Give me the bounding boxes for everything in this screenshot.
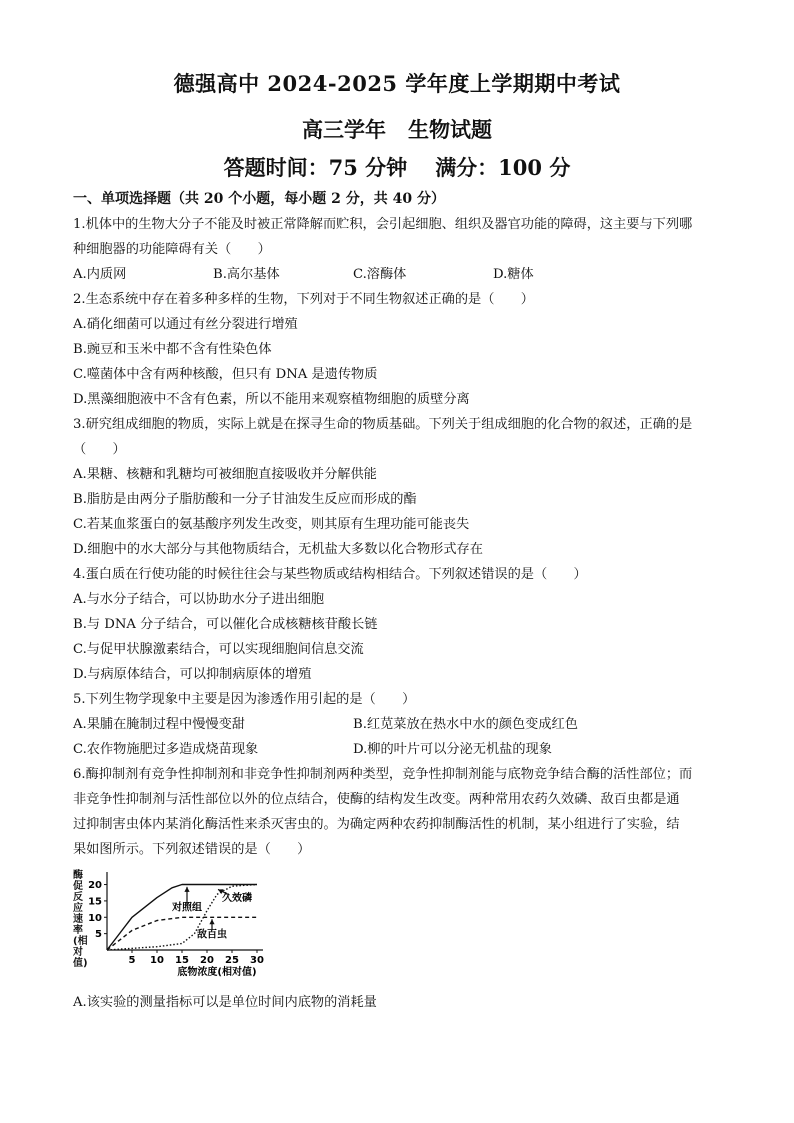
y-tick-label: 10: [88, 912, 102, 924]
y-tick-label: 15: [88, 896, 102, 908]
exam-title: 德强高中 2024-2025 学年度上学期期中考试: [173, 71, 621, 96]
q1-option-a: A.内质网: [73, 267, 127, 282]
exam-subtitle: [0, 114, 794, 144]
annotation-arrow-head: [184, 887, 189, 892]
score-label: 满分：100 分: [435, 155, 571, 180]
q6-stem-line4: 果如图所示。下列叙述错误的是（ ）: [73, 842, 311, 857]
q3-stem-line2: （ ）: [73, 442, 126, 457]
q1-stem-line2: 种细胞器的功能障碍有关（ ）: [73, 242, 271, 257]
q5-option-d: D.柳的叶片可以分泌无机盐的现象: [353, 742, 552, 757]
q4-option-a: A.与水分子结合，可以协助水分子进出细胞: [73, 592, 325, 607]
q6-stem-line1: 6.酶抑制剂有竞争性抑制剂和非竞争性抑制剂两种类型，竞争性抑制剂能与底物竞争结合酶的活性部位；而: [73, 767, 693, 782]
q1-options: [73, 262, 723, 287]
q4-stem: 4.蛋白质在行使功能的时候往往会与某些物质或结构相结合。下列叙述错误的是（ ）: [73, 567, 587, 582]
q5-options-row1: [73, 712, 723, 737]
q6-stem-line3: 过抑制害虫体内某消化酶活性来杀灭害虫的。为确定两种农药抑制酶活性的机制，某小组进行了实验，结: [73, 817, 680, 832]
time-label: 答题时间：75 分钟: [223, 155, 408, 180]
exam-info: [0, 152, 794, 182]
q4-option-c: C.与促甲状腺激素结合，可以实现细胞间信息交流: [73, 642, 364, 657]
x-tick-label: 15: [175, 955, 189, 966]
subject-label: 生物试题: [408, 117, 492, 142]
series-annotation-label: 对照组: [172, 902, 202, 914]
question-list: [73, 187, 723, 1015]
q1-option-c: C.溶酶体: [353, 267, 407, 282]
q3-stem-line1: 3.研究组成细胞的物质，实际上就是在探寻生命的物质基础。下列关于组成细胞的化合物的叙述，正确的是: [73, 417, 693, 432]
q3-option-a: A.果糖、核糖和乳糖均可被细胞直接吸收并分解供能: [73, 467, 377, 482]
q1-stem-line1: 1.机体中的生物大分子不能及时被正常降解而贮积，会引起细胞、组织及器官功能的障碍，这主要与下列哪: [73, 217, 693, 232]
q3-option-b: B.脂肪是由两分子脂肪酸和一分子甘油发生反应而形成的酯: [73, 492, 417, 507]
q3-option-d: D.细胞中的水大部分与其他物质结合，无机盐大多数以化合物形式存在: [73, 542, 483, 557]
q2-option-a: A.硝化细菌可以通过有丝分裂进行增殖: [73, 317, 298, 332]
q2-option-c: C.噬菌体中含有两种核酸，但只有 DNA 是遗传物质: [73, 367, 378, 382]
q6-stem-line2: 非竞争性抑制剂与活性部位以外的位点结合，使酶的结构发生改变。两种常用农药久效磷、敌百虫都是通: [73, 792, 680, 807]
x-tick-label: 25: [225, 955, 239, 966]
q5-stem: 5.下列生物学现象中主要是因为渗透作用引起的是（ ）: [73, 692, 416, 707]
q4-option-b: B.与 DNA 分子结合，可以催化合成核糖核苷酸长链: [73, 617, 378, 632]
series-annotation-label: 久效磷: [222, 892, 252, 904]
q2-option-b: B.豌豆和玉米中都不含有性染色体: [73, 342, 272, 357]
annotation-arrow-head: [209, 919, 214, 924]
x-tick-label: 10: [150, 955, 164, 966]
q1-option-b: B.高尔基体: [213, 267, 280, 282]
series-annotation-label: 敌百虫: [197, 929, 227, 941]
grade-label: 高三学年: [302, 117, 386, 142]
x-tick-label: 20: [200, 955, 214, 966]
q2-option-d: D.黑藻细胞液中不含有色素，所以不能用来观察植物细胞的质壁分离: [73, 392, 470, 407]
y-tick-label: 20: [88, 880, 102, 892]
section-heading: 一、单项选择题（共 20 个小题，每小题 2 分，共 40 分）: [73, 191, 445, 207]
x-tick-label: 30: [250, 955, 264, 966]
q5-option-a: A.果脯在腌制过程中慢慢变甜: [73, 717, 245, 732]
x-tick-label: 5: [128, 955, 136, 966]
y-tick-label: 5: [95, 929, 102, 941]
q1-option-d: D.糖体: [493, 267, 534, 282]
q3-option-c: C.若某血浆蛋白的氨基酸序列发生改变，则其原有生理功能可能丧失: [73, 517, 470, 532]
x-axis-label: 底物浓度(相对值): [177, 967, 257, 978]
chart-y-axis-label: 酶促反应速率(相对值): [73, 870, 88, 969]
enzyme-rate-chart: [73, 868, 303, 986]
q5-options-row2: [73, 737, 723, 762]
q4-option-d: D.与病原体结合，可以抑制病原体的增殖: [73, 667, 312, 682]
chart-canvas: [73, 868, 303, 986]
q5-option-b: B.红苋菜放在热水中水的颜色变成红色: [353, 717, 578, 732]
series-line-3: [107, 917, 257, 950]
q5-option-c: C.农作物施肥过多造成烧苗现象: [73, 742, 259, 757]
q6-option-a: A.该实验的测量指标可以是单位时间内底物的消耗量: [73, 995, 377, 1010]
q2-stem: 2.生态系统中存在着多种多样的生物，下列对于不同生物叙述正确的是（ ）: [73, 292, 534, 307]
